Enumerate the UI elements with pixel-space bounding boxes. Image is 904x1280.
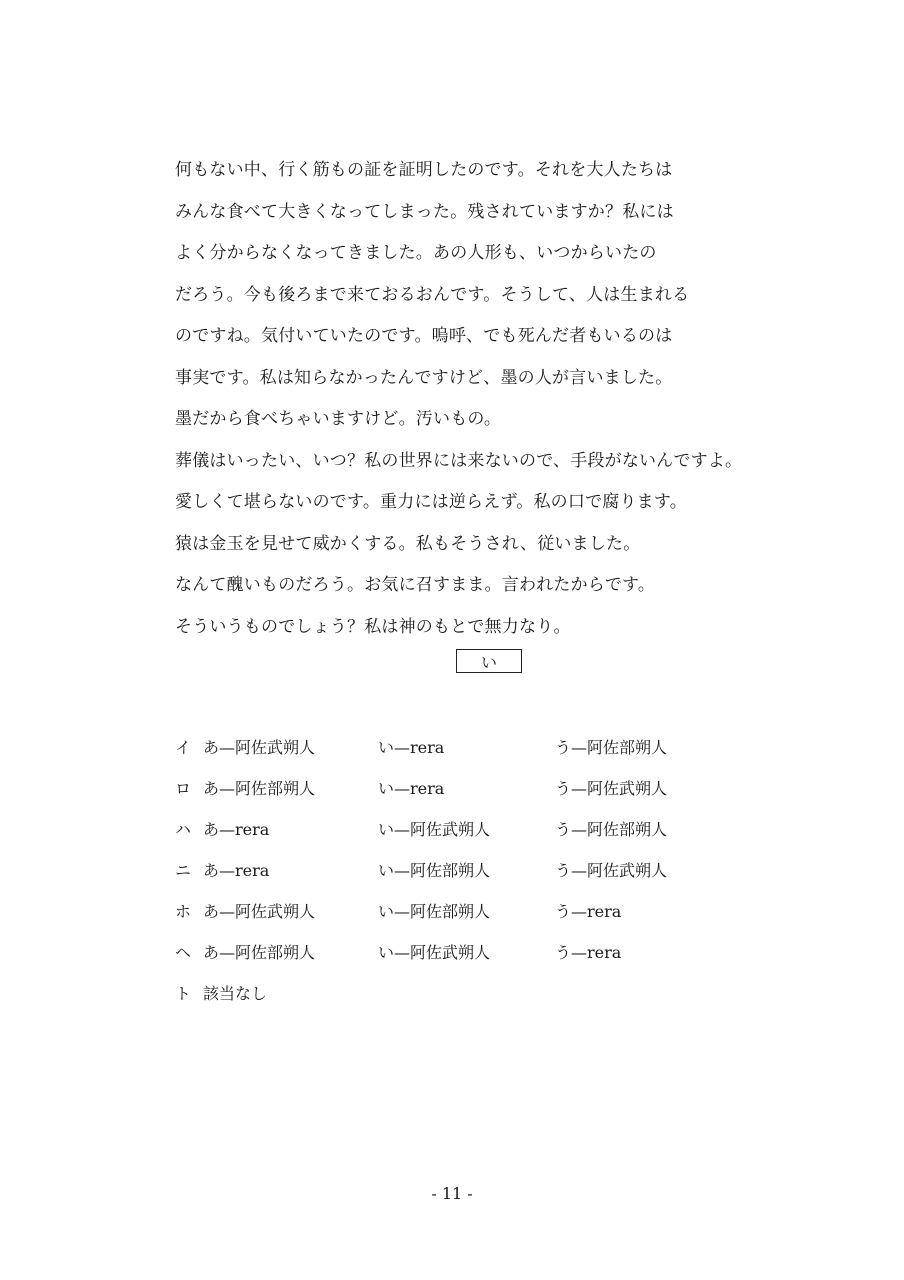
choice-u: う—rera	[555, 902, 622, 921]
choice-u: う—阿佐武朔人	[555, 779, 668, 798]
passage-line: なんて醜いものだろう。お気に召すまま。言われたからです。	[175, 575, 656, 595]
choice-u: う—阿佐部朔人	[555, 820, 668, 839]
choice-key: ホ	[175, 902, 192, 921]
passage-line: よく分からなくなってきました。あの人形も、いつからいたの	[175, 243, 657, 263]
choice-key: ヘ	[175, 943, 192, 962]
passage-line: 葬儀はいったい、いつ？私の世界には来ないので、手段がないんですよ。	[175, 450, 743, 471]
choice-row	[175, 848, 795, 889]
passage-line: 猿は金玉を見せて威かくする。私もそうされ、従いました。	[175, 533, 641, 554]
choice-row	[175, 766, 795, 807]
choice-row	[175, 725, 795, 766]
choice-i: い—阿佐武朔人	[378, 820, 491, 839]
page-number: - 11 -	[431, 1184, 473, 1203]
choice-u: う—阿佐武朔人	[555, 861, 668, 880]
choice-i: い—阿佐部朔人	[378, 902, 491, 921]
choice-key: ニ	[175, 861, 192, 880]
choice-row	[175, 889, 795, 930]
choice-a: あ—rera	[203, 820, 270, 839]
passage-line: 愛しくて堪らないのです。重力には逆らえず。私の口で腐ります。	[175, 492, 687, 512]
choice-i: い—阿佐部朔人	[378, 861, 491, 880]
answer-choices	[175, 725, 795, 1012]
choice-i: い—阿佐武朔人	[378, 943, 491, 962]
passage-line: 何もない中、行く筋もの証を証明したのです。それを大人たちは	[175, 160, 673, 180]
choice-key: イ	[175, 738, 192, 757]
passage-line: のですね。気付いていたのです。嗚呼、でも死んだ者もいるのは	[175, 326, 673, 346]
choice-row	[175, 807, 795, 848]
choice-a: あ—阿佐武朔人	[203, 902, 316, 921]
choice-none: 該当なし	[203, 984, 268, 1003]
choice-row	[175, 971, 795, 1012]
choice-key: ト	[175, 984, 192, 1003]
passage-line: そういうものでしょう？私は神のもとで無力なり。	[175, 616, 571, 637]
blank-label-box: い	[456, 649, 522, 673]
choice-a: あ—阿佐武朔人	[203, 738, 316, 757]
choice-a: あ—rera	[203, 861, 270, 880]
choice-i: い—rera	[378, 779, 445, 798]
passage-line: みんな食べて大きくなってしまった。残されていますか？私には	[175, 201, 674, 222]
choice-a: あ—阿佐部朔人	[203, 779, 316, 798]
choice-i: い—rera	[378, 738, 445, 757]
passage-line: 墨だから食べちゃいますけど。汚いもの。	[175, 409, 502, 429]
choice-u: う—rera	[555, 943, 622, 962]
choice-key: ハ	[175, 820, 192, 839]
choice-row	[175, 930, 795, 971]
choice-a: あ—阿佐部朔人	[203, 943, 316, 962]
passage-text	[175, 150, 855, 648]
choice-u: う—阿佐部朔人	[555, 738, 668, 757]
passage-line: 事実です。私は知らなかったんですけど、墨の人が言いました。	[175, 367, 673, 388]
passage-line: だろう。今も後ろまで来ておるおんです。そうして、人は生まれる	[175, 284, 690, 305]
choice-key: ロ	[175, 779, 192, 798]
